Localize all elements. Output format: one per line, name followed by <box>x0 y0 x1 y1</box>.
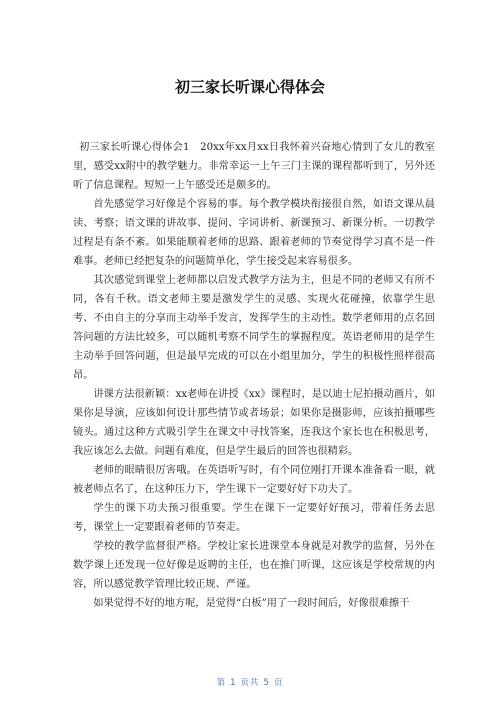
document-body <box>73 138 435 613</box>
footer-prefix: 第 <box>216 678 227 688</box>
footer-page-number: 1 <box>230 678 237 688</box>
paragraph-3: 其次感觉到课堂上老师都以启发式教学方法为主，但是不同的老师又有所不同，各有千秋。语文老师主要是激发学生的灵感、实现火花碰撞，依靠学生思考、不由自主的分享而主动举手发言，发挥学生的主动性。数学老师用的点名回答问题的方法比较多，可以随机考察不同学生的掌握程度。英语老师用的是学生主动举手回答问题，但是最早完成的可以在小组里加分，学生的积极性照样很高昂。 <box>73 275 435 381</box>
paragraph-4: 讲课方法很新颖：xx老师在讲授《xx》课程时，是以迪士尼拍摄动画片，如果你是导演，应该如何设计那些情节或者场景；如果你是摄影师，应该拍摄哪些镜头。通过这种方式吸引学生在课文中寻找答案，连我这个家长也在积极思考，我应该怎么去做。问题有难度，但是学生最后的回答也很精彩。 <box>73 389 435 457</box>
footer-middle: 页共 <box>240 678 260 688</box>
page-footer <box>0 676 500 688</box>
paragraph-7: 学校的教学监督很严格。学校让家长进课堂本身就是对教学的监督，另外在数学课上还发现一位好像是返聘的主任，也在推门听课，这应该是学校常规的内容，所以感觉教学管理比较正规、严谨。 <box>73 541 435 590</box>
paragraph-6: 学生的课下功夫预习很重要。学生在课下一定要好好预习，带着任务去思考，课堂上一定要跟着老师的节奏走。 <box>73 503 435 533</box>
paragraph-8: 如果觉得不好的地方呢，是觉得“白板”用了一段时间后，好像很难擦干 <box>93 598 410 609</box>
footer-total-pages: 5 <box>263 678 270 688</box>
paragraph-5: 老师的眼睛很厉害哦。在英语听写时，有个同位刚打开课本准备看一眼，就被老师点名了，在这种压力下，学生课下一定要好好下功夫了。 <box>73 465 435 495</box>
paragraph-1: 初三家长听课心得体会1 20xx年xx月xx日我怀着兴奋地心情到了女儿的教室里，感受xx附中的教学魅力。非常幸运一上午三门主课的课程都听到了，另外还听了信息课程。短短一上午感受还是颇多的。 <box>73 142 435 191</box>
document-title: 初三家长听课心得体会 <box>174 78 325 96</box>
footer-suffix: 页 <box>273 678 284 688</box>
paragraph-2: 首先感觉学习好像是个容易的事。每个教学模块衔接很自然，如语文课从晨读、考察；语文课的讲故事、提问、字词讲析、新课预习、新课分析。一切教学过程是有条不紊。如果能顺着老师的思路、跟着老师的节奏觉得学习真不是一件难事。老师已经把复杂的问题简单化，学生接受起来容易很多。 <box>73 199 435 267</box>
